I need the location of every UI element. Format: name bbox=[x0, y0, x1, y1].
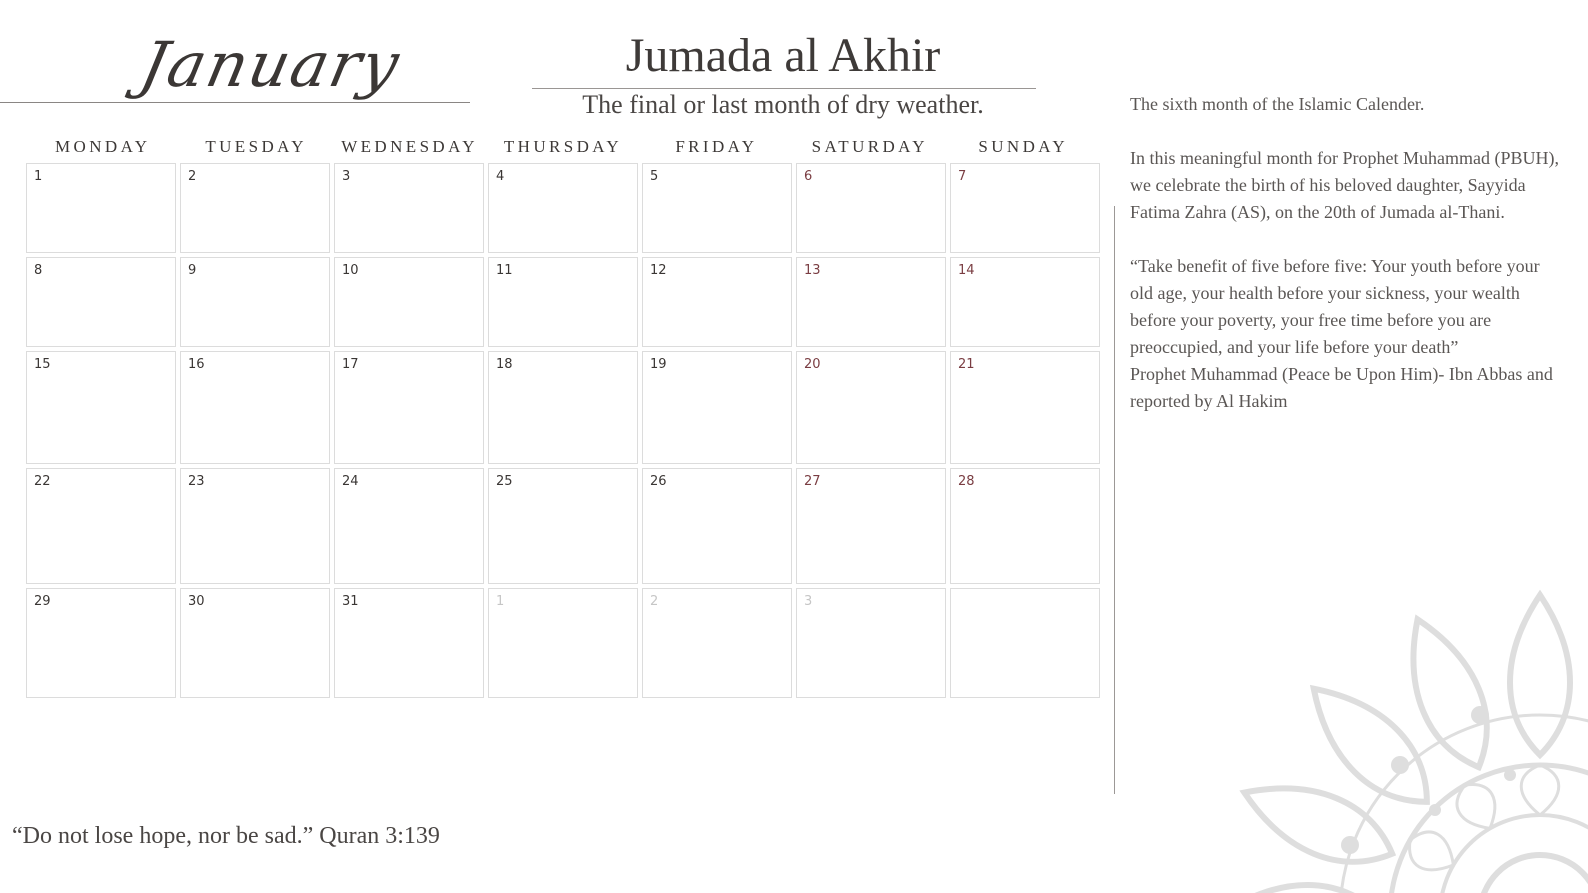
day-cell[interactable] bbox=[796, 257, 946, 347]
script-month-rule bbox=[0, 102, 470, 103]
day-number: 22 bbox=[34, 474, 51, 489]
weekday-thursday: THURSDAY bbox=[503, 137, 623, 156]
day-cell[interactable] bbox=[950, 351, 1100, 464]
calendar-week-4 bbox=[26, 468, 1100, 584]
weekday-header-row bbox=[26, 137, 1100, 159]
month-description-panel bbox=[1130, 91, 1560, 415]
day-number: 11 bbox=[496, 263, 513, 278]
day-number: 7 bbox=[958, 169, 967, 184]
sidebar-divider bbox=[1114, 206, 1115, 794]
day-number: 3 bbox=[804, 594, 813, 609]
day-cell[interactable] bbox=[642, 588, 792, 698]
day-number: 16 bbox=[188, 357, 205, 372]
day-cell[interactable] bbox=[488, 468, 638, 584]
day-number: 2 bbox=[650, 594, 659, 609]
title-divider bbox=[532, 88, 1036, 89]
day-cell[interactable] bbox=[950, 257, 1100, 347]
day-number: 3 bbox=[342, 169, 351, 184]
day-cell[interactable] bbox=[488, 257, 638, 347]
day-cell[interactable] bbox=[642, 468, 792, 584]
day-number: 19 bbox=[650, 357, 667, 372]
day-cell[interactable] bbox=[488, 163, 638, 253]
day-cell[interactable] bbox=[796, 468, 946, 584]
day-number: 23 bbox=[188, 474, 205, 489]
day-cell[interactable] bbox=[26, 351, 176, 464]
day-number: 8 bbox=[34, 263, 43, 278]
day-cell[interactable] bbox=[950, 588, 1100, 698]
day-cell[interactable] bbox=[180, 163, 330, 253]
weekday-wednesday: WEDNESDAY bbox=[341, 137, 478, 156]
page-subtitle: The final or last month of dry weather. bbox=[582, 90, 984, 119]
calendar-week-1 bbox=[26, 163, 1100, 253]
day-cell[interactable] bbox=[796, 351, 946, 464]
day-number: 20 bbox=[804, 357, 821, 372]
day-number: 2 bbox=[188, 169, 197, 184]
day-cell[interactable] bbox=[334, 588, 484, 698]
day-cell[interactable] bbox=[334, 163, 484, 253]
day-number: 9 bbox=[188, 263, 197, 278]
day-number: 17 bbox=[342, 357, 359, 372]
day-number: 6 bbox=[804, 169, 813, 184]
day-cell[interactable] bbox=[180, 351, 330, 464]
day-number: 18 bbox=[496, 357, 513, 372]
day-cell[interactable] bbox=[26, 588, 176, 698]
day-cell[interactable] bbox=[488, 588, 638, 698]
day-cell[interactable] bbox=[796, 163, 946, 253]
day-number: 21 bbox=[958, 357, 975, 372]
day-cell[interactable] bbox=[950, 468, 1100, 584]
weekday-friday: FRIDAY bbox=[675, 137, 758, 156]
day-number: 26 bbox=[650, 474, 667, 489]
hadith-attribution-text: Prophet Muhammad (Peace be Upon Him)- Ibn Abbas and reported by Al Hakim bbox=[1130, 364, 1553, 411]
day-number: 25 bbox=[496, 474, 513, 489]
day-cell[interactable] bbox=[488, 351, 638, 464]
footer-quran-quote: “Do not lose hope, nor be sad.” Quran 3:139 bbox=[12, 823, 440, 849]
day-cell[interactable] bbox=[180, 468, 330, 584]
calendar-grid bbox=[26, 163, 1100, 702]
calendar-week-5 bbox=[26, 588, 1100, 698]
day-cell[interactable] bbox=[26, 468, 176, 584]
day-cell[interactable] bbox=[642, 163, 792, 253]
day-cell[interactable] bbox=[180, 588, 330, 698]
calendar-week-2 bbox=[26, 257, 1100, 347]
day-number: 12 bbox=[650, 263, 667, 278]
weekday-saturday: SATURDAY bbox=[811, 137, 928, 156]
hadith-quote-text: “Take benefit of five before five: Your youth before your old age, your health before your sickness, your wealth before your poverty, your free time before you are preoccupied, and your life before your death” bbox=[1130, 256, 1540, 357]
weekday-tuesday: TUESDAY bbox=[205, 137, 307, 156]
page-title: Jumada al Akhir bbox=[625, 29, 941, 82]
day-cell[interactable] bbox=[334, 468, 484, 584]
day-cell[interactable] bbox=[642, 351, 792, 464]
day-cell[interactable] bbox=[180, 257, 330, 347]
day-number: 24 bbox=[342, 474, 359, 489]
weekday-sunday: SUNDAY bbox=[978, 137, 1069, 156]
day-number: 15 bbox=[34, 357, 51, 372]
day-number: 13 bbox=[804, 263, 821, 278]
script-month-label: January bbox=[134, 28, 408, 101]
calendar-week-3 bbox=[26, 351, 1100, 464]
day-cell[interactable] bbox=[26, 163, 176, 253]
day-number: 29 bbox=[34, 594, 51, 609]
day-number: 1 bbox=[496, 594, 505, 609]
mandala-graphic bbox=[1210, 585, 1588, 893]
month-intro-text: The sixth month of the Islamic Calender. bbox=[1130, 94, 1425, 114]
day-cell[interactable] bbox=[334, 257, 484, 347]
weekday-monday: MONDAY bbox=[55, 137, 151, 156]
day-number: 30 bbox=[188, 594, 205, 609]
mandala-decoration-icon bbox=[1210, 585, 1588, 893]
day-number: 5 bbox=[650, 169, 659, 184]
day-cell[interactable] bbox=[796, 588, 946, 698]
day-cell[interactable] bbox=[950, 163, 1100, 253]
day-number: 28 bbox=[958, 474, 975, 489]
day-number: 31 bbox=[342, 594, 359, 609]
day-cell[interactable] bbox=[26, 257, 176, 347]
day-number: 4 bbox=[496, 169, 505, 184]
day-number: 14 bbox=[958, 263, 975, 278]
day-number: 1 bbox=[34, 169, 43, 184]
month-event-text: In this meaningful month for Prophet Muhammad (PBUH), we celebrate the birth of his beloved daughter, Sayyida Fatima Zahra (AS), on the 20th of Jumada al-Thani. bbox=[1130, 148, 1559, 222]
day-number: 10 bbox=[342, 263, 359, 278]
day-number: 27 bbox=[804, 474, 821, 489]
day-cell[interactable] bbox=[334, 351, 484, 464]
day-cell[interactable] bbox=[642, 257, 792, 347]
